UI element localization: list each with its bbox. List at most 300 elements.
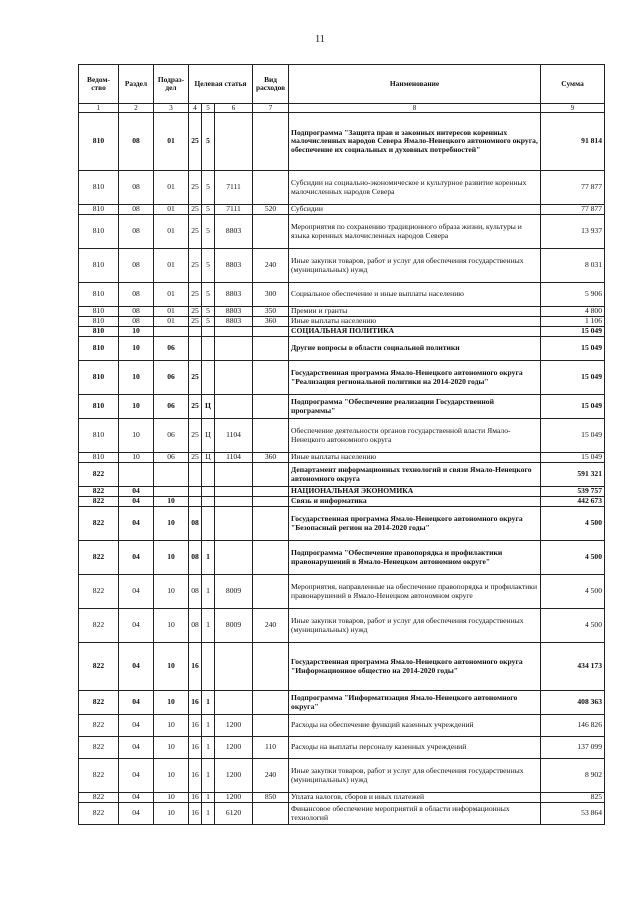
- table-row: [79, 759, 605, 793]
- sum-cell: 15 049: [541, 327, 605, 337]
- name-cell: Расходы на обеспечение функций казенных учреждений: [289, 715, 541, 737]
- expense-type-cell: 300: [253, 283, 289, 307]
- name-cell: Социальное обеспечение и иные выплаты населению: [289, 283, 541, 307]
- expense-type-cell: 360: [253, 453, 289, 463]
- table-row: [79, 327, 605, 337]
- sum-cell: 15 049: [541, 395, 605, 419]
- razdel-cell: 04: [119, 497, 154, 507]
- target-program-cell: 08: [189, 507, 202, 541]
- target-item-cell: 8803: [215, 215, 253, 249]
- vedomstvo-cell: 822: [79, 793, 119, 803]
- expense-type-cell: [253, 507, 289, 541]
- budget-table: [78, 64, 605, 825]
- target-item-cell: [215, 337, 253, 361]
- header-sum: Сумма: [541, 65, 605, 104]
- razdel-cell: 08: [119, 307, 154, 317]
- target-subprogram-cell: [202, 337, 215, 361]
- vedomstvo-cell: 810: [79, 171, 119, 205]
- target-item-cell: [215, 463, 253, 487]
- target-program-cell: 25: [189, 171, 202, 205]
- name-cell: Государственная программа Ямало-Ненецкого автономного округа "Реализация региональной политики на 2014-2020 годы": [289, 361, 541, 395]
- target-program-cell: 08: [189, 609, 202, 643]
- expense-type-cell: [253, 463, 289, 487]
- name-cell: Подпрограмма "Защита прав и законных интересов коренных малочисленных народов Севера Ямало-Ненецкого автономного округа, обеспечение их социальных и духовных потребностей": [289, 113, 541, 171]
- header-podrazdel: Подраз-дел: [154, 65, 189, 104]
- vedomstvo-cell: 822: [79, 803, 119, 825]
- sum-cell: 4 500: [541, 609, 605, 643]
- podrazdel-cell: 01: [154, 215, 189, 249]
- vedomstvo-cell: 822: [79, 609, 119, 643]
- podrazdel-cell: 01: [154, 113, 189, 171]
- name-cell: Субсидии на социально-экономическое и культурное развитие коренных малочисленных народов Севера: [289, 171, 541, 205]
- target-item-cell: 8803: [215, 249, 253, 283]
- podrazdel-cell: 01: [154, 249, 189, 283]
- target-subprogram-cell: [202, 487, 215, 497]
- sum-cell: 4 500: [541, 507, 605, 541]
- target-program-cell: 16: [189, 793, 202, 803]
- vedomstvo-cell: 822: [79, 691, 119, 715]
- vedomstvo-cell: 810: [79, 215, 119, 249]
- table-row: [79, 541, 605, 575]
- target-item-cell: [215, 113, 253, 171]
- target-subprogram-cell: 5: [202, 249, 215, 283]
- razdel-cell: 08: [119, 113, 154, 171]
- expense-type-cell: 110: [253, 737, 289, 759]
- table-row: [79, 643, 605, 691]
- target-subprogram-cell: 1: [202, 541, 215, 575]
- expense-type-cell: [253, 691, 289, 715]
- name-cell: Иные выплаты населению: [289, 453, 541, 463]
- table-row: [79, 453, 605, 463]
- vedomstvo-cell: 822: [79, 715, 119, 737]
- sum-cell: 15 049: [541, 337, 605, 361]
- vedomstvo-cell: 822: [79, 463, 119, 487]
- name-cell: Подпрограмма "Обеспечение реализации Государственной программы": [289, 395, 541, 419]
- target-item-cell: 8803: [215, 307, 253, 317]
- target-subprogram-cell: 1: [202, 793, 215, 803]
- name-cell: Мероприятия, направленные на обеспечение правопорядка и профилактики правонарушений в Ямало-Ненецком автономном округе: [289, 575, 541, 609]
- target-subprogram-cell: 5: [202, 113, 215, 171]
- name-cell: Иные выплаты населению: [289, 317, 541, 327]
- target-program-cell: 16: [189, 643, 202, 691]
- sum-cell: 53 864: [541, 803, 605, 825]
- podrazdel-cell: 01: [154, 307, 189, 317]
- target-item-cell: 1104: [215, 453, 253, 463]
- name-cell: Государственная программа Ямало-Ненецкого автономного округа "Безопасный регион на 2014-2020 годы": [289, 507, 541, 541]
- name-cell: Департамент информационных технологий и связи Ямало-Ненецкого автономного округа: [289, 463, 541, 487]
- vedomstvo-cell: 810: [79, 337, 119, 361]
- name-cell: Обеспечение деятельности органов государственной власти Ямало-Ненецкого автономного округа: [289, 419, 541, 453]
- target-item-cell: 8009: [215, 609, 253, 643]
- sum-cell: 77 877: [541, 171, 605, 205]
- podrazdel-cell: 06: [154, 395, 189, 419]
- expense-type-cell: [253, 395, 289, 419]
- name-cell: НАЦИОНАЛЬНАЯ ЭКОНОМИКА: [289, 487, 541, 497]
- col-number: 3: [154, 104, 189, 113]
- razdel-cell: 08: [119, 215, 154, 249]
- target-program-cell: 16: [189, 737, 202, 759]
- vedomstvo-cell: 822: [79, 643, 119, 691]
- target-program-cell: 25: [189, 205, 202, 215]
- target-program-cell: [189, 487, 202, 497]
- vedomstvo-cell: 810: [79, 419, 119, 453]
- sum-cell: 8 902: [541, 759, 605, 793]
- target-item-cell: [215, 643, 253, 691]
- table-row: [79, 803, 605, 825]
- table-row: [79, 205, 605, 215]
- podrazdel-cell: 10: [154, 737, 189, 759]
- expense-type-cell: 520: [253, 205, 289, 215]
- podrazdel-cell: 01: [154, 283, 189, 307]
- podrazdel-cell: 06: [154, 361, 189, 395]
- header-vid: Вид расходов: [253, 65, 289, 104]
- podrazdel-cell: 06: [154, 453, 189, 463]
- target-item-cell: 1200: [215, 715, 253, 737]
- target-subprogram-cell: 5: [202, 283, 215, 307]
- vedomstvo-cell: 810: [79, 361, 119, 395]
- target-item-cell: 6120: [215, 803, 253, 825]
- name-cell: Субсидии: [289, 205, 541, 215]
- podrazdel-cell: 10: [154, 541, 189, 575]
- table-row: [79, 215, 605, 249]
- podrazdel-cell: 01: [154, 317, 189, 327]
- target-program-cell: 25: [189, 215, 202, 249]
- target-program-cell: 16: [189, 759, 202, 793]
- podrazdel-cell: 10: [154, 609, 189, 643]
- target-item-cell: 1200: [215, 737, 253, 759]
- razdel-cell: 04: [119, 793, 154, 803]
- podrazdel-cell: [154, 487, 189, 497]
- target-subprogram-cell: 5: [202, 171, 215, 205]
- target-subprogram-cell: [202, 643, 215, 691]
- target-program-cell: 25: [189, 453, 202, 463]
- expense-type-cell: [253, 171, 289, 205]
- target-program-cell: [189, 497, 202, 507]
- target-item-cell: [215, 497, 253, 507]
- target-program-cell: 25: [189, 419, 202, 453]
- expense-type-cell: [253, 487, 289, 497]
- sum-cell: 15 049: [541, 453, 605, 463]
- expense-type-cell: [253, 113, 289, 171]
- target-subprogram-cell: 1: [202, 691, 215, 715]
- col-number: 9: [541, 104, 605, 113]
- target-subprogram-cell: 1: [202, 715, 215, 737]
- target-program-cell: [189, 463, 202, 487]
- table-row: [79, 317, 605, 327]
- page-number: 11: [315, 34, 325, 45]
- target-item-cell: [215, 507, 253, 541]
- table-body: [79, 113, 605, 825]
- table-row: [79, 113, 605, 171]
- name-cell: Подпрограмма "Информатизация Ямало-Ненецкого автономного округа": [289, 691, 541, 715]
- name-cell: Расходы на выплаты персоналу казенных учреждений: [289, 737, 541, 759]
- name-cell: Уплата налогов, сборов и иных платежей: [289, 793, 541, 803]
- target-item-cell: [215, 395, 253, 419]
- razdel-cell: 10: [119, 453, 154, 463]
- table-row: [79, 691, 605, 715]
- name-cell: Государственная программа Ямало-Ненецкого автономного округа "Информационное общество на 2014-2020 годы": [289, 643, 541, 691]
- expense-type-cell: 360: [253, 317, 289, 327]
- sum-cell: 15 049: [541, 361, 605, 395]
- vedomstvo-cell: 822: [79, 759, 119, 793]
- vedomstvo-cell: 810: [79, 113, 119, 171]
- table-row: [79, 395, 605, 419]
- vedomstvo-cell: 810: [79, 317, 119, 327]
- target-program-cell: 25: [189, 361, 202, 395]
- vedomstvo-cell: 810: [79, 283, 119, 307]
- podrazdel-cell: 01: [154, 171, 189, 205]
- table-row: [79, 609, 605, 643]
- target-program-cell: 25: [189, 317, 202, 327]
- expense-type-cell: [253, 419, 289, 453]
- sum-cell: 13 937: [541, 215, 605, 249]
- sum-cell: 91 814: [541, 113, 605, 171]
- razdel-cell: 10: [119, 327, 154, 337]
- sum-cell: 146 826: [541, 715, 605, 737]
- name-cell: Премии и гранты: [289, 307, 541, 317]
- target-program-cell: [189, 337, 202, 361]
- target-subprogram-cell: [202, 463, 215, 487]
- target-program-cell: 25: [189, 113, 202, 171]
- header-vedomstvo: Ведом-ство: [79, 65, 119, 104]
- sum-cell: 4 800: [541, 307, 605, 317]
- target-item-cell: [215, 487, 253, 497]
- target-item-cell: 1200: [215, 759, 253, 793]
- expense-type-cell: 350: [253, 307, 289, 317]
- vedomstvo-cell: 810: [79, 453, 119, 463]
- podrazdel-cell: [154, 327, 189, 337]
- expense-type-cell: 240: [253, 759, 289, 793]
- razdel-cell: 10: [119, 361, 154, 395]
- razdel-cell: 04: [119, 541, 154, 575]
- target-program-cell: 25: [189, 283, 202, 307]
- col-number: 4: [189, 104, 202, 113]
- col-number: 8: [289, 104, 541, 113]
- expense-type-cell: [253, 215, 289, 249]
- razdel-cell: 04: [119, 609, 154, 643]
- razdel-cell: 08: [119, 317, 154, 327]
- sum-cell: 434 173: [541, 643, 605, 691]
- podrazdel-cell: 06: [154, 419, 189, 453]
- col-number: 7: [253, 104, 289, 113]
- target-item-cell: [215, 327, 253, 337]
- expense-type-cell: 850: [253, 793, 289, 803]
- target-program-cell: 25: [189, 249, 202, 283]
- expense-type-cell: [253, 541, 289, 575]
- table-row: [79, 171, 605, 205]
- name-cell: Связь и информатика: [289, 497, 541, 507]
- target-subprogram-cell: 1: [202, 759, 215, 793]
- vedomstvo-cell: 810: [79, 307, 119, 317]
- vedomstvo-cell: 810: [79, 205, 119, 215]
- col-number: 5: [202, 104, 215, 113]
- sum-cell: 1 106: [541, 317, 605, 327]
- table-row: [79, 497, 605, 507]
- vedomstvo-cell: 810: [79, 249, 119, 283]
- sum-cell: 591 321: [541, 463, 605, 487]
- col-number: 1: [79, 104, 119, 113]
- podrazdel-cell: 10: [154, 759, 189, 793]
- target-subprogram-cell: 1: [202, 737, 215, 759]
- table-row: [79, 361, 605, 395]
- table-row: [79, 487, 605, 497]
- target-subprogram-cell: 1: [202, 575, 215, 609]
- target-program-cell: 08: [189, 541, 202, 575]
- table-row: [79, 793, 605, 803]
- col-number: 6: [215, 104, 253, 113]
- razdel-cell: 04: [119, 715, 154, 737]
- header-target: Целевая статья: [189, 65, 253, 104]
- expense-type-cell: [253, 715, 289, 737]
- podrazdel-cell: 10: [154, 691, 189, 715]
- target-item-cell: 8009: [215, 575, 253, 609]
- table-row: [79, 307, 605, 317]
- target-program-cell: [189, 327, 202, 337]
- razdel-cell: 04: [119, 643, 154, 691]
- sum-cell: 77 877: [541, 205, 605, 215]
- vedomstvo-cell: 822: [79, 507, 119, 541]
- target-item-cell: 8803: [215, 283, 253, 307]
- table-row: [79, 337, 605, 361]
- razdel-cell: 04: [119, 691, 154, 715]
- target-item-cell: [215, 361, 253, 395]
- razdel-cell: 10: [119, 419, 154, 453]
- name-cell: Подпрограмма "Обеспечение правопорядка и профилактики правонарушений в Ямало-Ненецком автономном округе": [289, 541, 541, 575]
- target-item-cell: 8803: [215, 317, 253, 327]
- razdel-cell: 04: [119, 487, 154, 497]
- name-cell: Другие вопросы в области социальной политики: [289, 337, 541, 361]
- header-row: [79, 65, 605, 104]
- razdel-cell: 10: [119, 337, 154, 361]
- target-program-cell: 16: [189, 803, 202, 825]
- expense-type-cell: [253, 575, 289, 609]
- target-subprogram-cell: Ц: [202, 395, 215, 419]
- sum-cell: 825: [541, 793, 605, 803]
- target-subprogram-cell: [202, 497, 215, 507]
- table-row: [79, 715, 605, 737]
- target-subprogram-cell: 5: [202, 205, 215, 215]
- target-subprogram-cell: [202, 361, 215, 395]
- podrazdel-cell: 06: [154, 337, 189, 361]
- expense-type-cell: [253, 337, 289, 361]
- name-cell: Иные закупки товаров, работ и услуг для обеспечения государственных (муниципальных) нужд: [289, 759, 541, 793]
- target-item-cell: 7111: [215, 205, 253, 215]
- expense-type-cell: [253, 643, 289, 691]
- razdel-cell: 08: [119, 171, 154, 205]
- podrazdel-cell: 10: [154, 497, 189, 507]
- expense-type-cell: [253, 803, 289, 825]
- podrazdel-cell: 01: [154, 205, 189, 215]
- vedomstvo-cell: 822: [79, 497, 119, 507]
- vedomstvo-cell: 822: [79, 541, 119, 575]
- sum-cell: 539 757: [541, 487, 605, 497]
- target-subprogram-cell: 5: [202, 317, 215, 327]
- razdel-cell: 08: [119, 249, 154, 283]
- target-program-cell: 25: [189, 395, 202, 419]
- razdel-cell: 08: [119, 283, 154, 307]
- table-row: [79, 249, 605, 283]
- podrazdel-cell: 10: [154, 793, 189, 803]
- podrazdel-cell: 10: [154, 803, 189, 825]
- target-item-cell: 7111: [215, 171, 253, 205]
- expense-type-cell: [253, 497, 289, 507]
- razdel-cell: 04: [119, 575, 154, 609]
- expense-type-cell: [253, 361, 289, 395]
- razdel-cell: 04: [119, 507, 154, 541]
- vedomstvo-cell: 822: [79, 737, 119, 759]
- table-row: [79, 737, 605, 759]
- target-subprogram-cell: 1: [202, 609, 215, 643]
- razdel-cell: 10: [119, 395, 154, 419]
- razdel-cell: 04: [119, 737, 154, 759]
- table-row: [79, 463, 605, 487]
- podrazdel-cell: 10: [154, 715, 189, 737]
- sum-cell: 137 099: [541, 737, 605, 759]
- vedomstvo-cell: 822: [79, 487, 119, 497]
- vedomstvo-cell: 822: [79, 575, 119, 609]
- target-subprogram-cell: 1: [202, 803, 215, 825]
- target-subprogram-cell: 5: [202, 215, 215, 249]
- razdel-cell: 08: [119, 205, 154, 215]
- target-item-cell: 1104: [215, 419, 253, 453]
- target-item-cell: 1200: [215, 793, 253, 803]
- name-cell: Финансовое обеспечение мероприятий в области информационных технологий: [289, 803, 541, 825]
- target-item-cell: [215, 541, 253, 575]
- table-row: [79, 575, 605, 609]
- target-subprogram-cell: [202, 327, 215, 337]
- vedomstvo-cell: 810: [79, 327, 119, 337]
- expense-type-cell: 240: [253, 249, 289, 283]
- sum-cell: 4 500: [541, 575, 605, 609]
- sum-cell: 4 500: [541, 541, 605, 575]
- name-cell: Иные закупки товаров, работ и услуг для обеспечения государственных (муниципальных) нужд: [289, 249, 541, 283]
- podrazdel-cell: 10: [154, 643, 189, 691]
- target-subprogram-cell: [202, 507, 215, 541]
- podrazdel-cell: 10: [154, 575, 189, 609]
- podrazdel-cell: [154, 463, 189, 487]
- column-numbers-row: [79, 104, 605, 113]
- expense-type-cell: 240: [253, 609, 289, 643]
- table-row: [79, 283, 605, 307]
- sum-cell: 408 363: [541, 691, 605, 715]
- sum-cell: 5 906: [541, 283, 605, 307]
- name-cell: СОЦИАЛЬНАЯ ПОЛИТИКА: [289, 327, 541, 337]
- razdel-cell: 04: [119, 759, 154, 793]
- sum-cell: 442 673: [541, 497, 605, 507]
- sum-cell: 8 031: [541, 249, 605, 283]
- table-row: [79, 419, 605, 453]
- sum-cell: 15 049: [541, 419, 605, 453]
- header-razdel: Раздел: [119, 65, 154, 104]
- target-item-cell: [215, 691, 253, 715]
- target-subprogram-cell: Ц: [202, 419, 215, 453]
- target-program-cell: 25: [189, 307, 202, 317]
- target-program-cell: 16: [189, 715, 202, 737]
- target-program-cell: 16: [189, 691, 202, 715]
- vedomstvo-cell: 810: [79, 395, 119, 419]
- razdel-cell: 04: [119, 803, 154, 825]
- target-subprogram-cell: Ц: [202, 453, 215, 463]
- target-subprogram-cell: 5: [202, 307, 215, 317]
- table-row: [79, 507, 605, 541]
- name-cell: Мероприятия по сохранению традиционного образа жизни, культуры и языка коренных малочисленных народов Севера: [289, 215, 541, 249]
- razdel-cell: [119, 463, 154, 487]
- target-program-cell: 08: [189, 575, 202, 609]
- col-number: 2: [119, 104, 154, 113]
- header-name: Наименование: [289, 65, 541, 104]
- expense-type-cell: [253, 327, 289, 337]
- name-cell: Иные закупки товаров, работ и услуг для обеспечения государственных (муниципальных) нужд: [289, 609, 541, 643]
